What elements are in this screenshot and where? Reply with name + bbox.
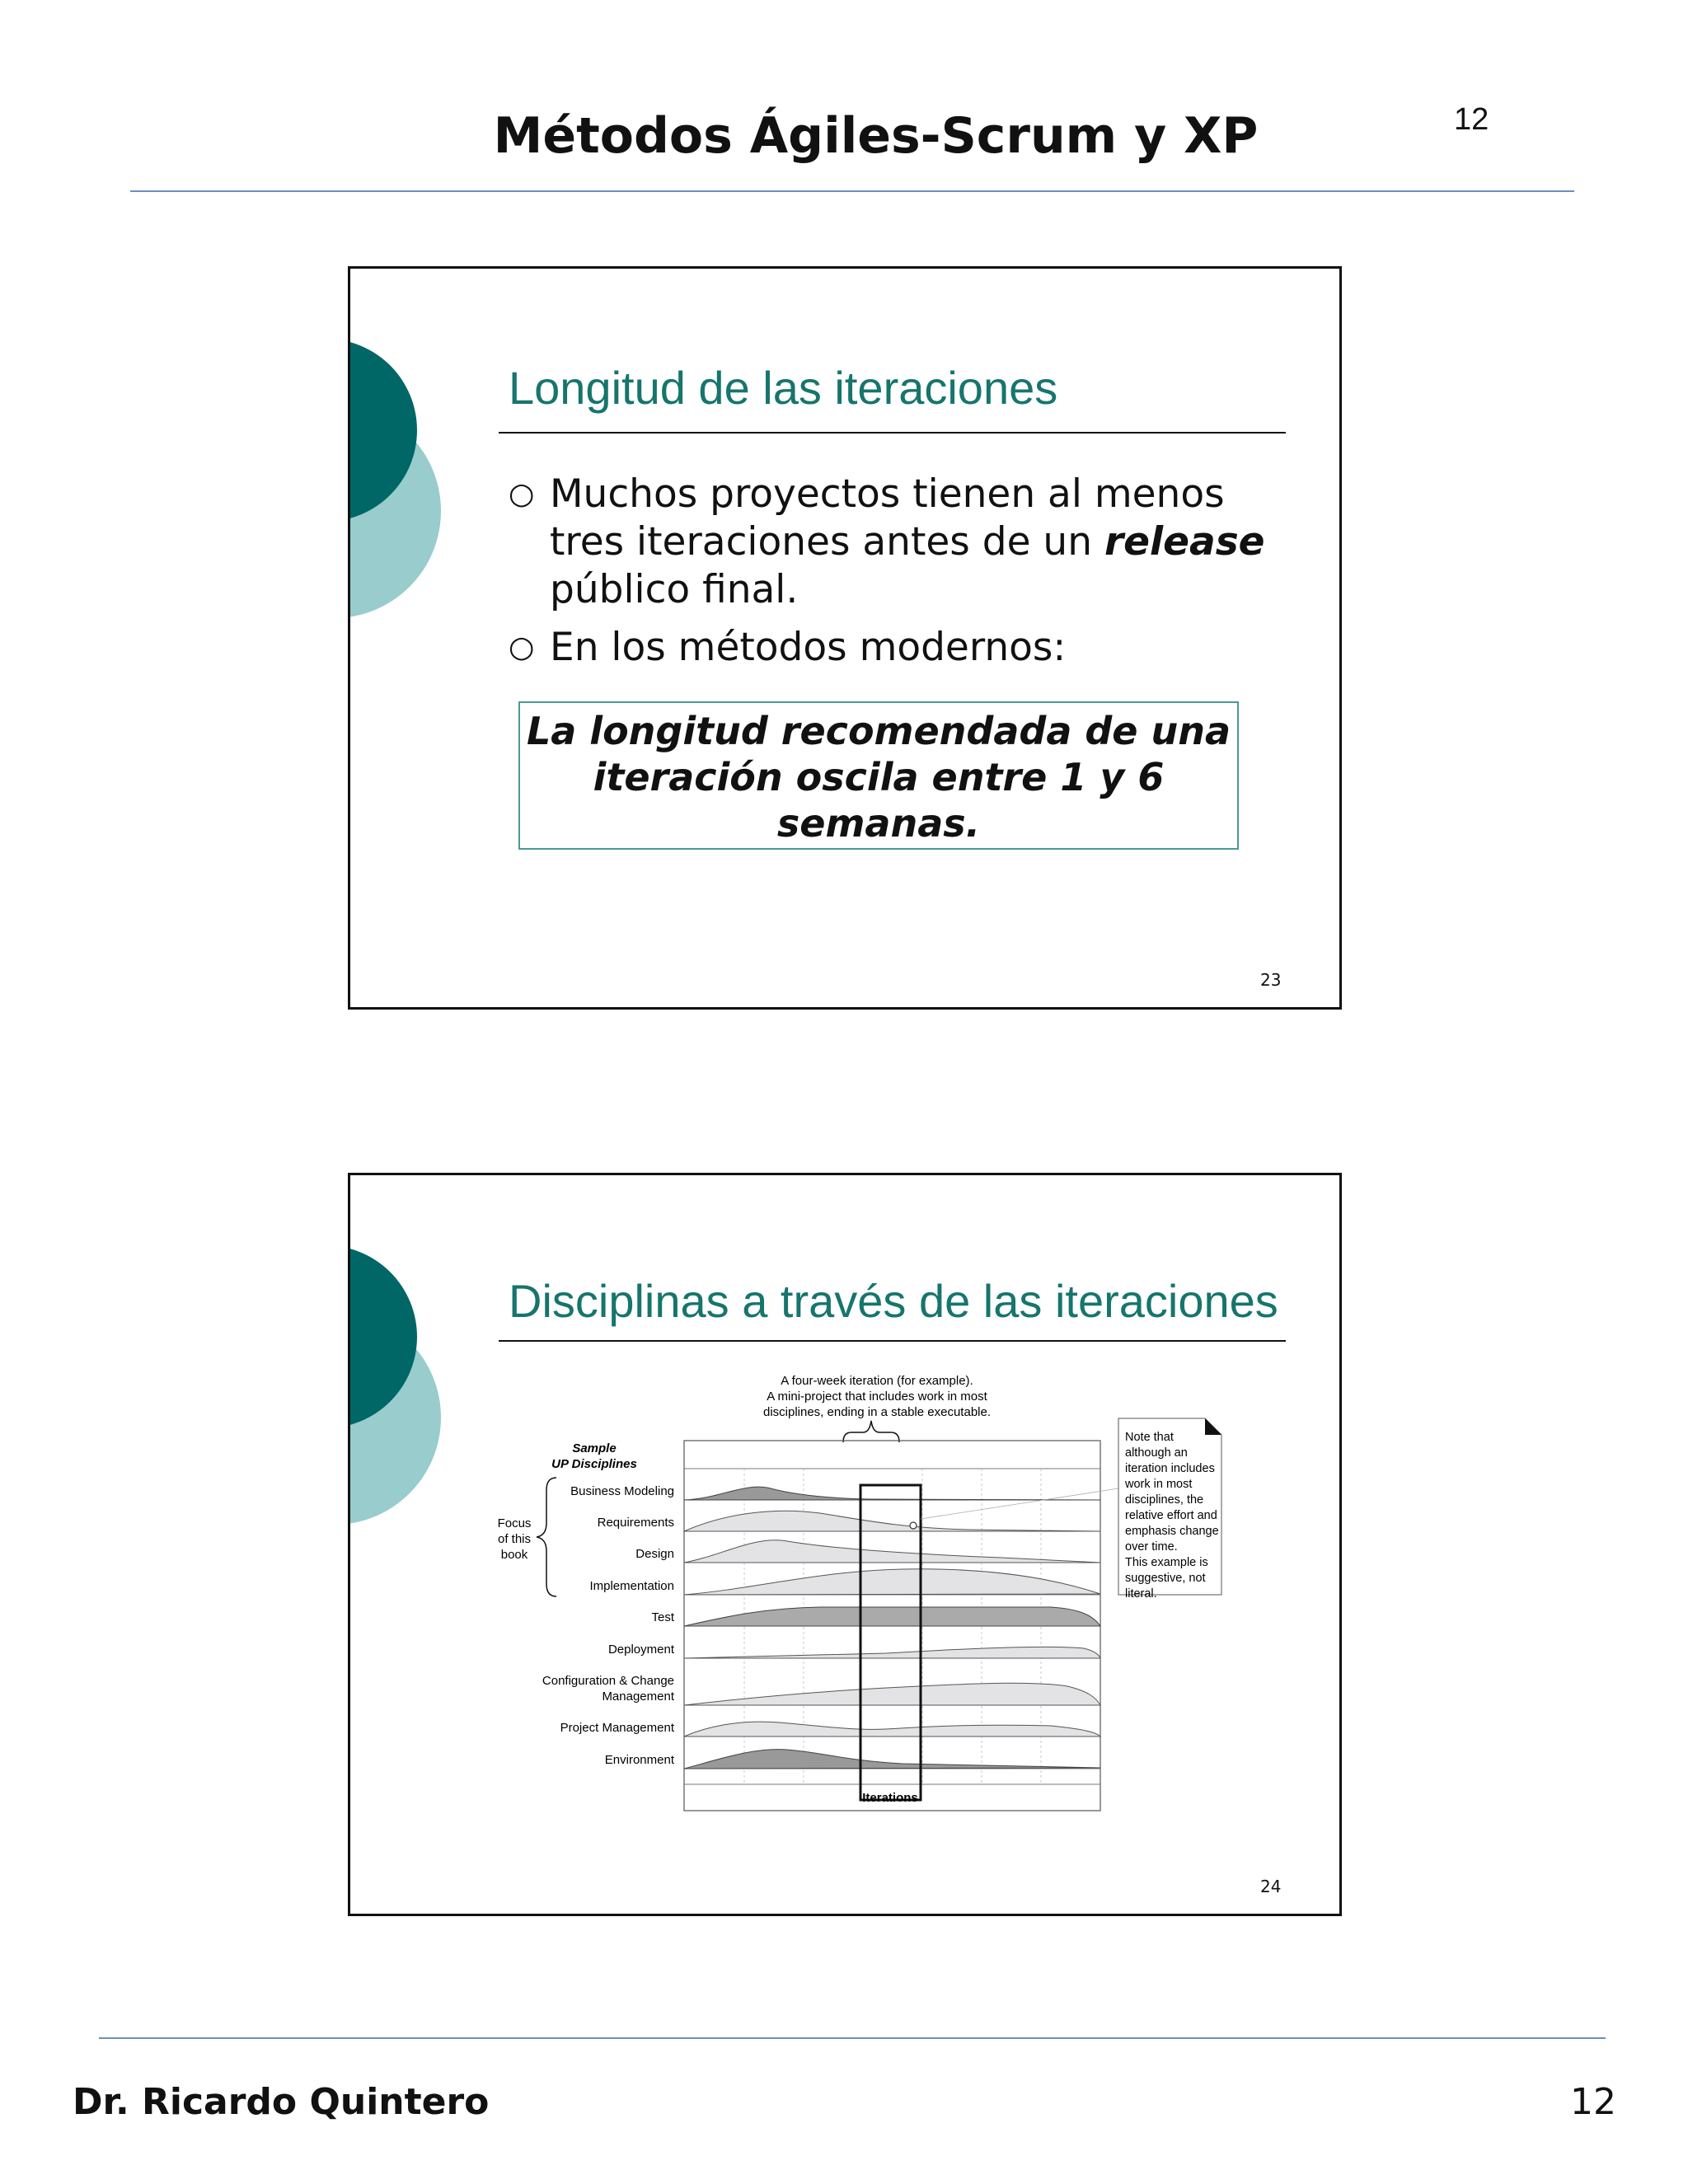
curve-requirements <box>684 1511 1100 1531</box>
iteration-brace <box>843 1421 899 1442</box>
bullet-list <box>509 471 1300 682</box>
header-line: disciplines, ending in a stable executable. <box>762 1405 992 1419</box>
curve-design <box>684 1540 1100 1563</box>
sample-label: Sample <box>572 1441 617 1455</box>
note-line: emphasis change <box>1125 1525 1219 1538</box>
bullet-item <box>509 471 1300 614</box>
curve-configuration-change-management <box>684 1683 1100 1705</box>
title-rule <box>499 432 1286 434</box>
discipline-label: Deployment <box>607 1643 674 1657</box>
footer-author: Dr. Ricardo Quintero <box>73 2081 490 2123</box>
sample-label: UP Disciplines <box>551 1457 637 1471</box>
discipline-label: Requirements <box>597 1516 674 1530</box>
curve-implementation <box>684 1569 1100 1595</box>
bullet-item <box>509 624 1300 672</box>
discipline-label: Test <box>651 1610 674 1624</box>
note-line: literal. <box>1125 1587 1157 1601</box>
discipline-label: Design <box>635 1547 674 1561</box>
note-line: Note that <box>1125 1431 1174 1444</box>
slide-24 <box>348 1173 1342 1916</box>
note-line: suggestive, not <box>1125 1572 1206 1585</box>
curve-project-management <box>684 1722 1100 1736</box>
discipline-label: Project Management <box>560 1721 674 1735</box>
discipline-label: Implementation <box>589 1579 674 1593</box>
curve-test <box>684 1607 1100 1626</box>
slide-title: Longitud de las iteraciones <box>509 362 1058 414</box>
header-line: A four-week iteration (for example). <box>781 1374 973 1388</box>
discipline-label: Configuration & Change <box>542 1674 674 1688</box>
slide-number: 24 <box>1260 1877 1282 1896</box>
discipline-label: Environment <box>604 1753 674 1767</box>
focus-brace <box>537 1478 556 1596</box>
focus-label: Focus <box>497 1516 532 1530</box>
footer-page-number: 12 <box>1570 2081 1616 2123</box>
discipline-label: Management <box>602 1690 674 1704</box>
iteration-highlight <box>860 1485 921 1800</box>
hollow-circle-bullet-icon: ○ <box>509 477 535 511</box>
disciplines-diagram <box>474 1366 1232 1844</box>
slide-number: 23 <box>1260 970 1282 990</box>
bottom-rule <box>99 2037 1606 2039</box>
note-line: over time. <box>1125 1540 1178 1554</box>
slide-title: Disciplinas a través de las iteraciones <box>509 1275 1278 1327</box>
curve-deployment <box>684 1647 1100 1658</box>
focus-label: of this <box>497 1532 532 1546</box>
document-title: Métodos Ágiles-Scrum y XP <box>493 107 1259 165</box>
slide-23 <box>348 266 1342 1010</box>
note-line: relative effort and <box>1125 1509 1217 1522</box>
title-rule <box>499 1340 1286 1342</box>
curve-environment <box>684 1750 1100 1769</box>
curve-business-modeling <box>684 1487 1100 1500</box>
bullet-text: En los métodos modernos: <box>550 625 1067 670</box>
requirements-marker <box>910 1522 917 1529</box>
note-line: This example is <box>1125 1556 1208 1569</box>
note-line: iteration includes <box>1125 1462 1215 1475</box>
top-rule <box>130 190 1574 192</box>
callout-box: La longitud recomendada de una iteración oscila entre 1 y 6 semanas. <box>518 701 1239 850</box>
note-pointer-line <box>921 1488 1118 1519</box>
bullet-text: Muchos proyectos tienen al menos tres iteraciones antes de un <box>550 471 1225 565</box>
note-line: although an <box>1125 1446 1188 1460</box>
hollow-circle-bullet-icon: ○ <box>509 630 535 664</box>
page-number-top: 12 <box>1454 102 1489 137</box>
focus-label: book <box>500 1548 528 1562</box>
header-line: A mini-project that includes work in most <box>767 1390 987 1404</box>
bullet-text-end: público final. <box>550 567 799 612</box>
discipline-labels <box>542 1484 675 1767</box>
slide-decoration <box>350 269 449 1007</box>
discipline-label: Business Modeling <box>570 1484 674 1498</box>
note-line: work in most <box>1125 1478 1193 1491</box>
note-dog-ear <box>1205 1418 1221 1435</box>
bullet-emphasis: release <box>1104 519 1265 565</box>
slide-decoration <box>350 1175 449 1914</box>
x-axis-label: Iterations <box>862 1791 918 1805</box>
note-line: disciplines, the <box>1125 1493 1204 1507</box>
